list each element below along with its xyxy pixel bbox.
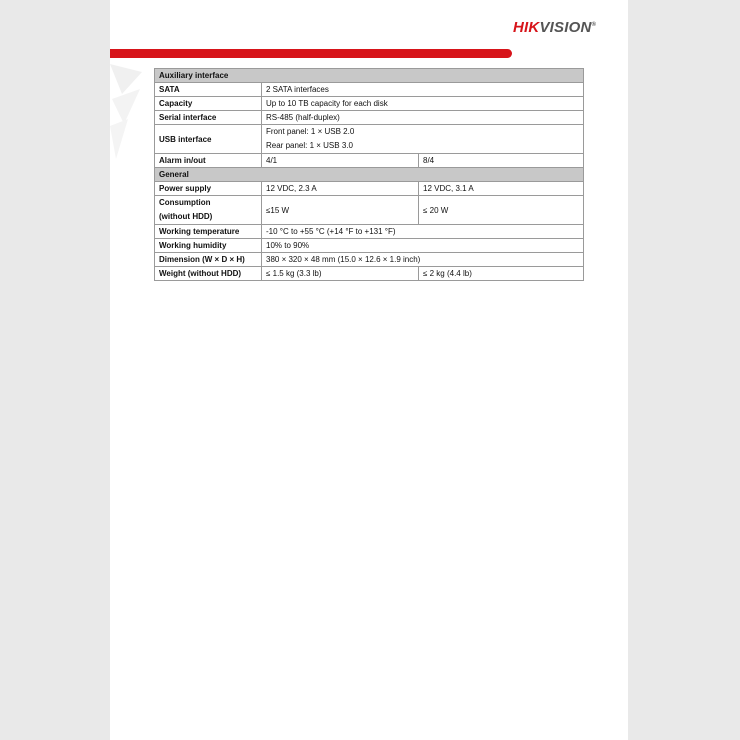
row-label: Working humidity: [155, 239, 262, 253]
row-value: Front panel: 1 × USB 2.0 Rear panel: 1 × USB 3.0: [262, 125, 584, 154]
table-row: [155, 253, 584, 267]
row-value: ≤ 1.5 kg (3.3 lb): [262, 267, 419, 281]
row-value: 380 × 320 × 48 mm (15.0 × 12.6 × 1.9 inch): [262, 253, 584, 267]
table-row: [155, 111, 584, 125]
table-row: [155, 196, 584, 225]
row-label: Working temperature: [155, 225, 262, 239]
hikvision-logo: HIKVISION®: [513, 19, 597, 36]
row-value: 2 SATA interfaces: [262, 83, 584, 97]
row-value: ≤ 2 kg (4.4 lb): [419, 267, 584, 281]
row-label: Consumption (without HDD): [155, 196, 262, 225]
row-value: 12 VDC, 3.1 A: [419, 182, 584, 196]
row-value: ≤ 20 W: [419, 196, 584, 225]
table-row: [155, 182, 584, 196]
section-header-general: General: [155, 168, 584, 182]
row-label: SATA: [155, 83, 262, 97]
table-row: [155, 125, 584, 154]
table-row: [155, 97, 584, 111]
decorative-watermark: [110, 64, 150, 164]
row-label: USB interface: [155, 125, 262, 154]
row-value: Up to 10 TB capacity for each disk: [262, 97, 584, 111]
row-value: 8/4: [419, 154, 584, 168]
table-row: [155, 239, 584, 253]
section-header-auxiliary: Auxiliary interface: [155, 69, 584, 83]
spec-table: [154, 68, 584, 281]
row-value: RS-485 (half-duplex): [262, 111, 584, 125]
row-value: 12 VDC, 2.3 A: [262, 182, 419, 196]
row-label: Power supply: [155, 182, 262, 196]
row-label: Weight (without HDD): [155, 267, 262, 281]
table-row: [155, 267, 584, 281]
row-value: -10 °C to +55 °C (+14 °F to +131 °F): [262, 225, 584, 239]
table-row: [155, 225, 584, 239]
row-label: Dimension (W × D × H): [155, 253, 262, 267]
table-row: [155, 83, 584, 97]
row-label: Capacity: [155, 97, 262, 111]
row-value: 4/1: [262, 154, 419, 168]
header-red-bar: [110, 49, 512, 58]
row-value: 10% to 90%: [262, 239, 584, 253]
row-label: Alarm in/out: [155, 154, 262, 168]
table-row: [155, 154, 584, 168]
row-value: ≤15 W: [262, 196, 419, 225]
row-label: Serial interface: [155, 111, 262, 125]
